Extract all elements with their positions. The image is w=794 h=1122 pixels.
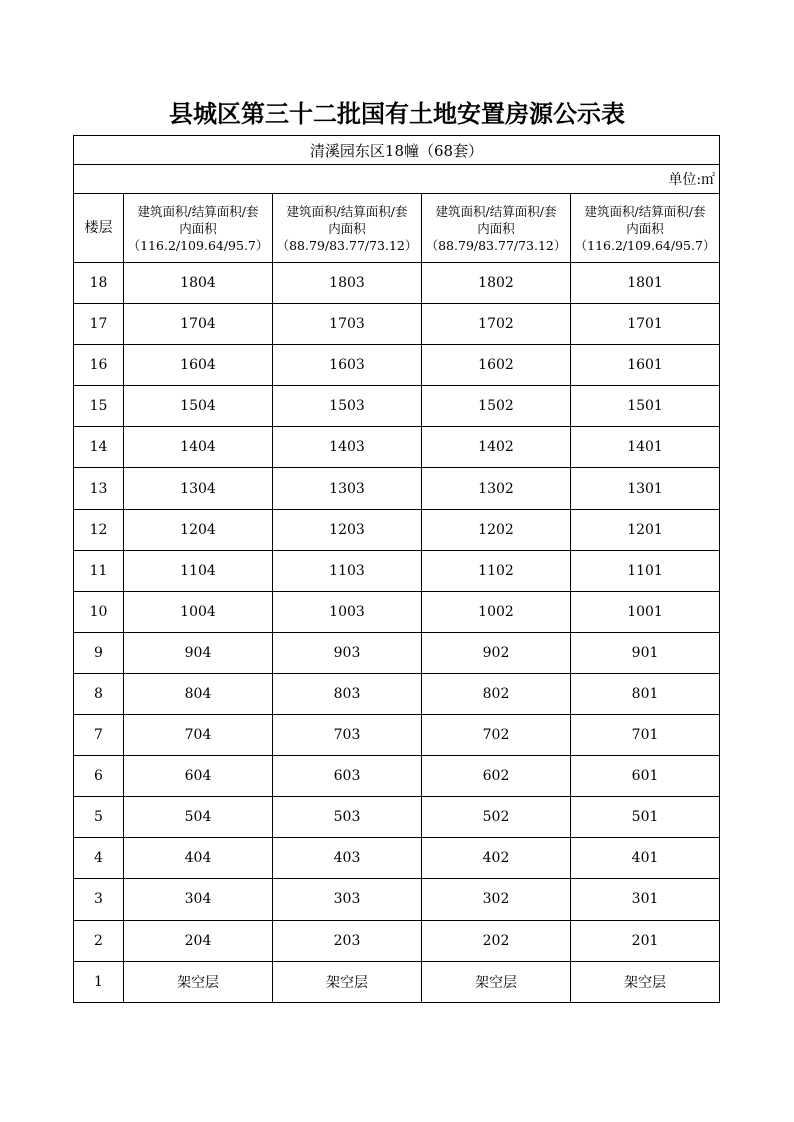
unit-cell: 1802 xyxy=(422,263,571,304)
table-row xyxy=(74,263,720,304)
column-header-4 xyxy=(571,194,720,263)
table-row xyxy=(74,468,720,509)
unit-cell: 架空层 xyxy=(571,961,720,1002)
unit-cell: 701 xyxy=(571,715,720,756)
unit-cell: 202 xyxy=(422,920,571,961)
header-row xyxy=(74,194,720,263)
unit-cell: 1002 xyxy=(422,591,571,632)
unit-cell: 802 xyxy=(422,673,571,714)
column-header-line1: 建筑面积/结算面积/套 xyxy=(286,203,408,219)
unit-cell: 1104 xyxy=(124,550,273,591)
floor-cell: 10 xyxy=(74,591,124,632)
unit-cell: 1203 xyxy=(273,509,422,550)
table-row xyxy=(74,386,720,427)
table-row xyxy=(74,920,720,961)
column-header-line1: 建筑面积/结算面积/套 xyxy=(584,203,706,219)
unit-cell: 803 xyxy=(273,673,422,714)
table-row xyxy=(74,756,720,797)
table-row xyxy=(74,550,720,591)
unit-cell: 1504 xyxy=(124,386,273,427)
unit-cell: 401 xyxy=(571,838,720,879)
unit-cell: 304 xyxy=(124,879,273,920)
table-row xyxy=(74,797,720,838)
table-row xyxy=(74,673,720,714)
unit-cell: 1803 xyxy=(273,263,422,304)
unit-cell: 201 xyxy=(571,920,720,961)
column-header-2 xyxy=(273,194,422,263)
unit-cell: 1704 xyxy=(124,304,273,345)
unit-cell: 1204 xyxy=(124,509,273,550)
unit-label: 单位:㎡ xyxy=(74,165,720,194)
floor-cell: 8 xyxy=(74,673,124,714)
floor-cell: 7 xyxy=(74,715,124,756)
unit-cell: 1602 xyxy=(422,345,571,386)
floor-cell: 17 xyxy=(74,304,124,345)
unit-cell: 204 xyxy=(124,920,273,961)
unit-cell: 901 xyxy=(571,632,720,673)
unit-cell: 1601 xyxy=(571,345,720,386)
unit-cell: 1404 xyxy=(124,427,273,468)
unit-cell: 1001 xyxy=(571,591,720,632)
unit-cell: 804 xyxy=(124,673,273,714)
unit-cell: 501 xyxy=(571,797,720,838)
unit-cell: 503 xyxy=(273,797,422,838)
floor-cell: 11 xyxy=(74,550,124,591)
floor-cell: 14 xyxy=(74,427,124,468)
table-row xyxy=(74,509,720,550)
housing-table xyxy=(73,135,720,1003)
column-header-line2: 内面积 xyxy=(477,220,515,236)
floor-cell: 9 xyxy=(74,632,124,673)
floor-cell: 6 xyxy=(74,756,124,797)
table-row xyxy=(74,715,720,756)
unit-cell: 403 xyxy=(273,838,422,879)
table-row xyxy=(74,427,720,468)
unit-cell: 1402 xyxy=(422,427,571,468)
table-row xyxy=(74,304,720,345)
unit-cell: 801 xyxy=(571,673,720,714)
unit-cell: 1301 xyxy=(571,468,720,509)
floor-cell: 3 xyxy=(74,879,124,920)
unit-cell: 303 xyxy=(273,879,422,920)
floor-cell: 5 xyxy=(74,797,124,838)
floor-cell: 12 xyxy=(74,509,124,550)
unit-cell: 1703 xyxy=(273,304,422,345)
table-subtitle: 清溪园东区18幢（68套） xyxy=(74,136,720,165)
unit-cell: 1401 xyxy=(571,427,720,468)
unit-cell: 904 xyxy=(124,632,273,673)
unit-cell: 架空层 xyxy=(273,961,422,1002)
column-header-line3: （116.2/109.64/95.7） xyxy=(127,237,269,253)
unit-cell: 402 xyxy=(422,838,571,879)
unit-cell: 1502 xyxy=(422,386,571,427)
unit-cell: 1202 xyxy=(422,509,571,550)
table-row xyxy=(74,632,720,673)
column-header-line3: （88.79/83.77/73.12） xyxy=(425,237,567,253)
unit-cell: 1501 xyxy=(571,386,720,427)
column-header-line2: 内面积 xyxy=(179,220,217,236)
column-header-line2: 内面积 xyxy=(328,220,366,236)
column-header-line1: 建筑面积/结算面积/套 xyxy=(435,203,557,219)
unit-cell: 1103 xyxy=(273,550,422,591)
unit-cell: 1804 xyxy=(124,263,273,304)
unit-cell: 1603 xyxy=(273,345,422,386)
floor-header: 楼层 xyxy=(74,194,124,263)
unit-cell: 1102 xyxy=(422,550,571,591)
unit-cell: 1701 xyxy=(571,304,720,345)
unit-cell: 1201 xyxy=(571,509,720,550)
unit-cell: 203 xyxy=(273,920,422,961)
unit-cell: 1304 xyxy=(124,468,273,509)
unit-cell: 404 xyxy=(124,838,273,879)
unit-cell: 903 xyxy=(273,632,422,673)
unit-cell: 704 xyxy=(124,715,273,756)
unit-cell: 302 xyxy=(422,879,571,920)
unit-cell: 1101 xyxy=(571,550,720,591)
column-header-line1: 建筑面积/结算面积/套 xyxy=(137,203,259,219)
table-row xyxy=(74,961,720,1002)
table-row xyxy=(74,879,720,920)
unit-cell: 502 xyxy=(422,797,571,838)
table-row xyxy=(74,838,720,879)
column-header-line3: （88.79/83.77/73.12） xyxy=(276,237,418,253)
unit-cell: 301 xyxy=(571,879,720,920)
unit-cell: 架空层 xyxy=(422,961,571,1002)
unit-cell: 1003 xyxy=(273,591,422,632)
unit-cell: 1403 xyxy=(273,427,422,468)
floor-cell: 18 xyxy=(74,263,124,304)
unit-cell: 架空层 xyxy=(124,961,273,1002)
unit-cell: 1702 xyxy=(422,304,571,345)
column-header-3 xyxy=(422,194,571,263)
floor-cell: 1 xyxy=(74,961,124,1002)
floor-cell: 4 xyxy=(74,838,124,879)
column-header-1 xyxy=(124,194,273,263)
floor-cell: 15 xyxy=(74,386,124,427)
page-title: 县城区第三十二批国有土地安置房源公示表 xyxy=(169,99,625,128)
floor-cell: 2 xyxy=(74,920,124,961)
table-row xyxy=(74,345,720,386)
unit-cell: 602 xyxy=(422,756,571,797)
unit-cell: 702 xyxy=(422,715,571,756)
unit-cell: 603 xyxy=(273,756,422,797)
unit-cell: 1604 xyxy=(124,345,273,386)
unit-cell: 601 xyxy=(571,756,720,797)
column-header-line2: 内面积 xyxy=(626,220,664,236)
unit-cell: 604 xyxy=(124,756,273,797)
unit-cell: 1004 xyxy=(124,591,273,632)
unit-cell: 1801 xyxy=(571,263,720,304)
table-row xyxy=(74,591,720,632)
unit-cell: 1302 xyxy=(422,468,571,509)
column-header-line3: （116.2/109.64/95.7） xyxy=(574,237,716,253)
floor-cell: 16 xyxy=(74,345,124,386)
floor-cell: 13 xyxy=(74,468,124,509)
unit-cell: 1303 xyxy=(273,468,422,509)
unit-cell: 703 xyxy=(273,715,422,756)
unit-cell: 1503 xyxy=(273,386,422,427)
unit-cell: 504 xyxy=(124,797,273,838)
unit-cell: 902 xyxy=(422,632,571,673)
